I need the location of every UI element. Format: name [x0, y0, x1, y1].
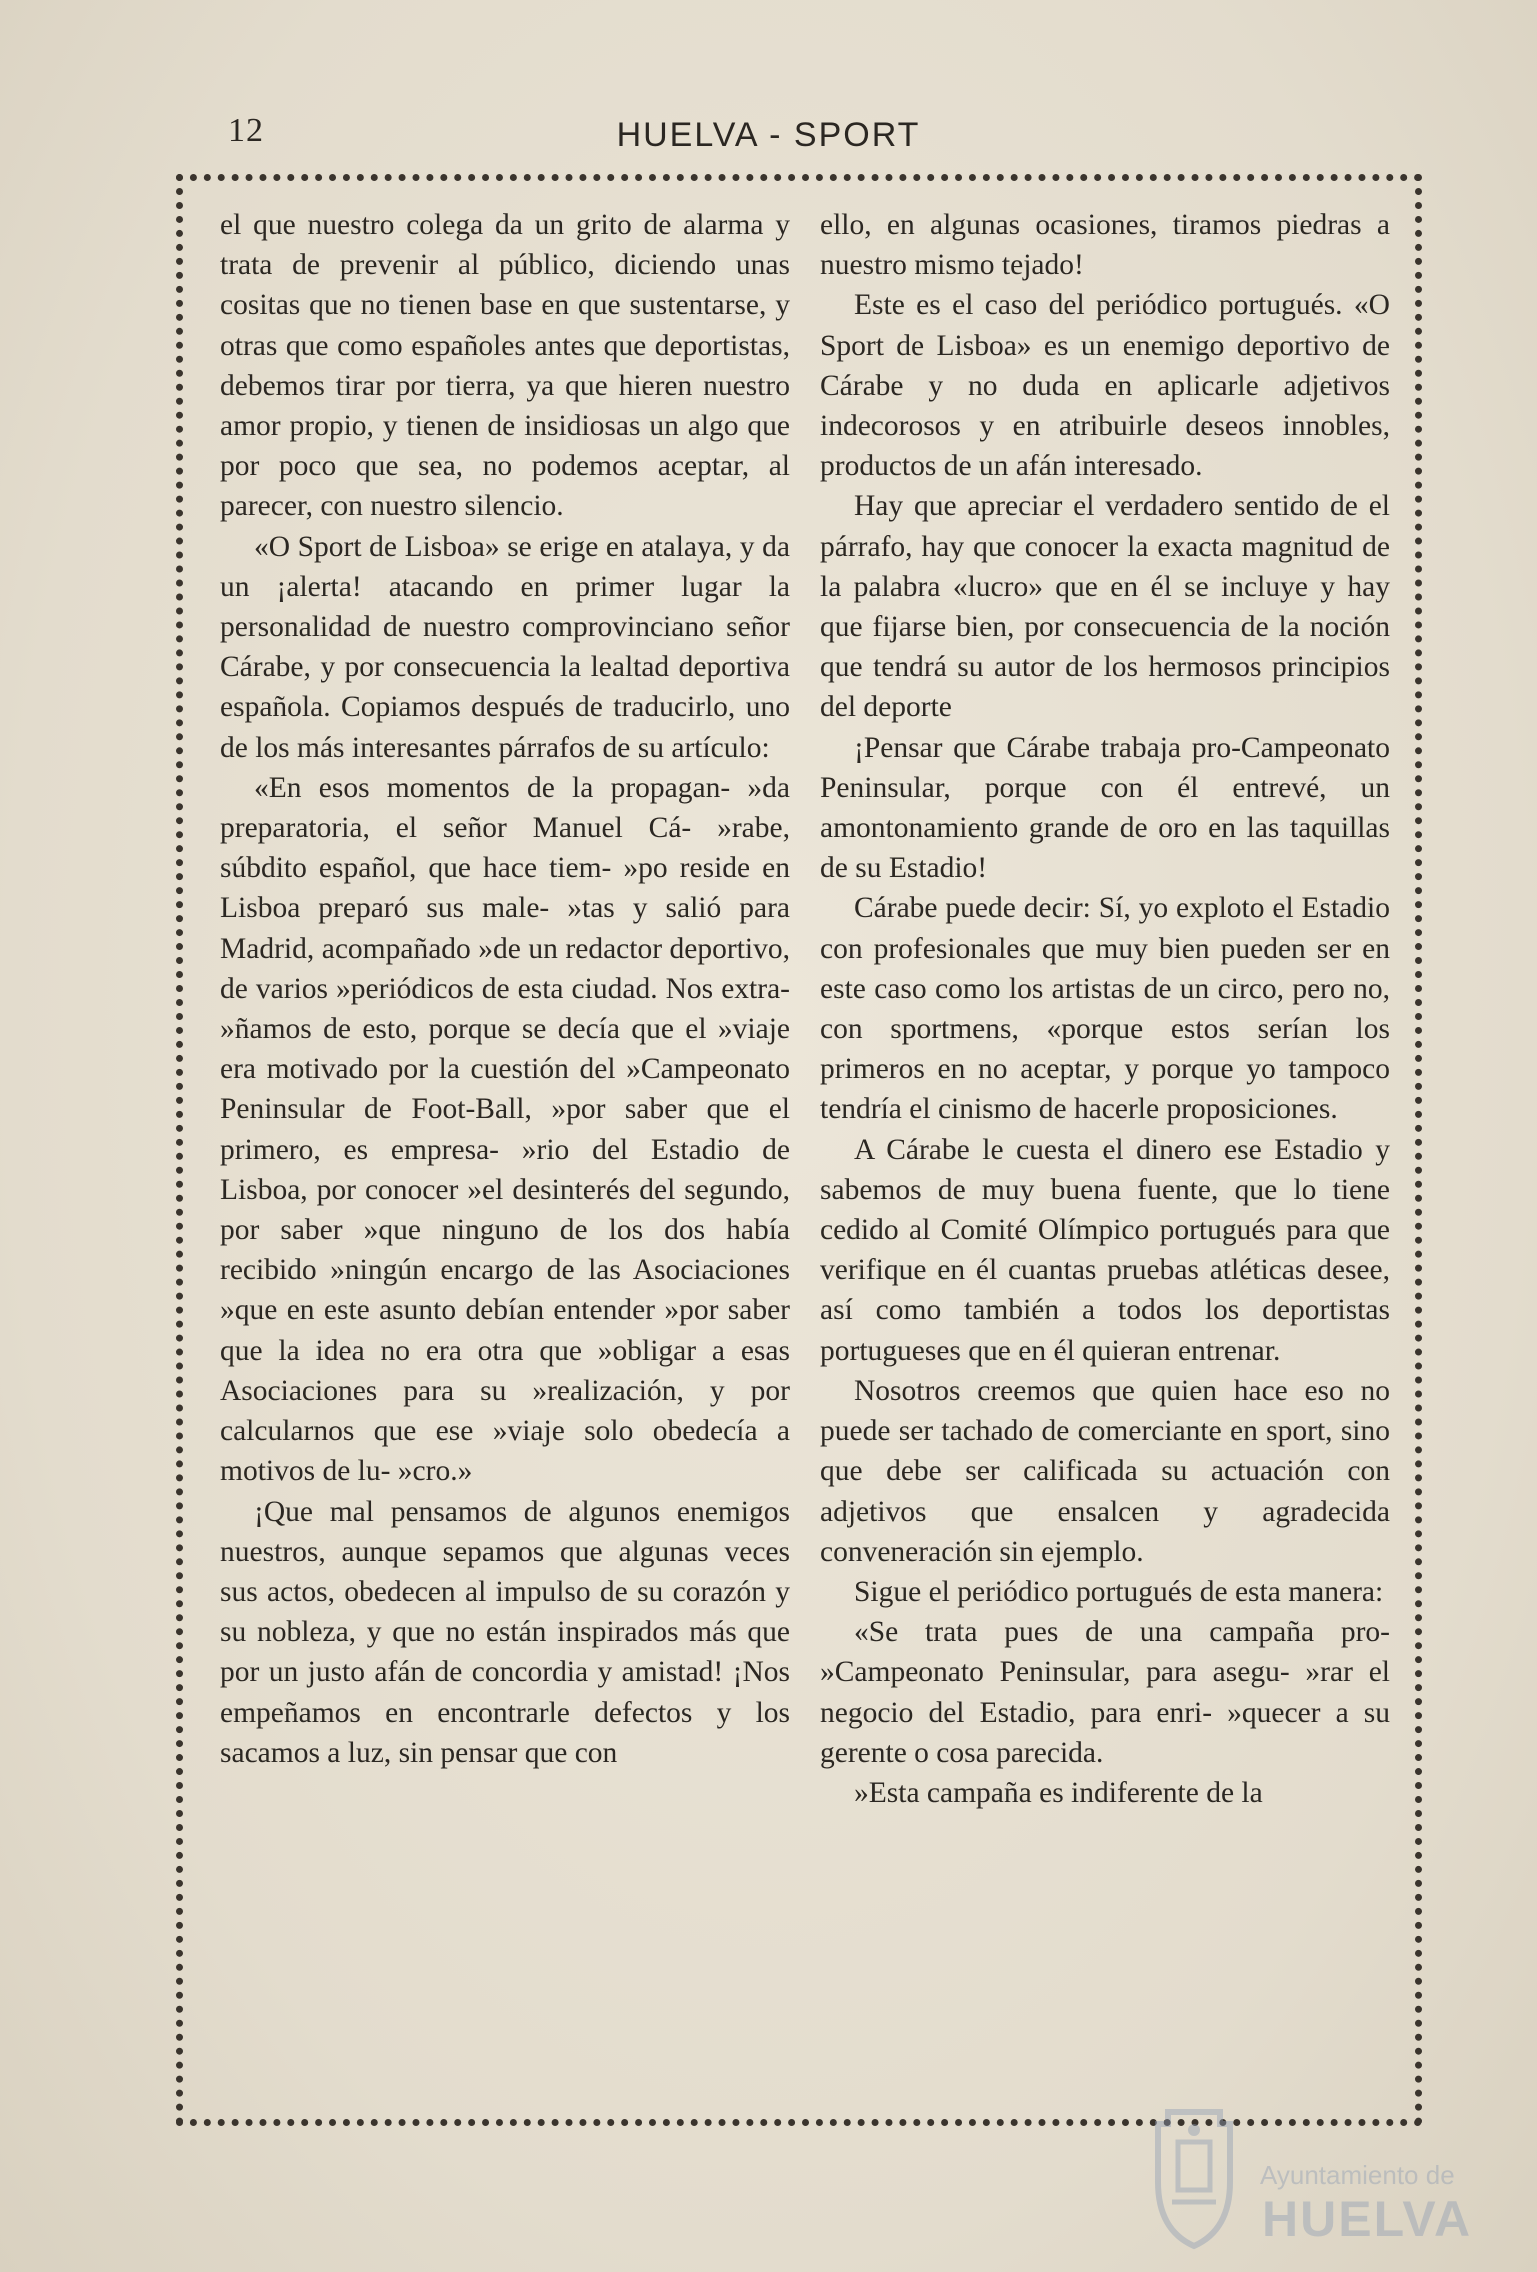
archive-watermark [1138, 2098, 1478, 2258]
paragraph: Hay que apreciar el verdadero sentido de el párrafo, hay que conocer la exacta magnitud de la palabra «lucro» que en él se incluye y hay que fijarse bien, por consecuencia de la noción que tendrá su autor de los hermosos principios del deporte [820, 490, 1390, 724]
watermark-line2: HUELVA [1262, 2191, 1473, 2247]
paragraph: A Cárabe le cuesta el dinero ese Estadio y sabemos de muy buena fuente, que lo tiene cedido al Comité Olímpico portugués para que verifique en él cuantas pruebas atléticas desee, así como también a todos los deportistas portugueses que en él quieran entrenar. [820, 1133, 1390, 1367]
coat-of-arms-icon [1138, 2102, 1250, 2252]
paragraph: ¡Que mal pensamos de algunos enemigos nuestros, aunque sepamos que algunas veces sus actos, obedecen al impulso de su corazón y su nobleza, y que no están inspirados más que por un justo afán de concordia y amistad! ¡Nos empeñamos en encontrarle defectos y los sacamos a luz, sin pensar que con [220, 1495, 790, 1769]
running-head: HUELVA - SPORT [616, 116, 921, 154]
quoted-paragraph: «En esos momentos de la propagan- »da preparatoria, el señor Manuel Cá- »rabe, súbdito español, que hace tiem- »po reside en Lisboa preparó sus male- »tas y salió para Madrid, acompañado »de un redactor deportivo, de varios »periódicos de esta ciudad. Nos extra- »ñamos de esto, porque se decía que el »viaje era motivado por la cuestión del »Campeonato Peninsular de Foot-Ball, »por saber que el primero, es empresa- »rio del Estadio de Lisboa, por conocer »el desinterés del segundo, por saber »que ninguno de los dos había recibido »ningún encargo de las Asociaciones »que en este asunto debían entender »por saber que la idea no era otra que »obligar a esas Asociaciones para su »realización, y por calcularnos que ese »viaje solo obedecía a motivos de lu- »cro.» [220, 771, 790, 1488]
paragraph: el que nuestro colega da un grito de alarma y trata de prevenir al público, diciendo unas cositas que no tienen base en que sustentarse, y otras que como españoles antes que deportistas, debemos tirar por tierra, ya que hieren nuestro amor propio, y tienen de insidiosas un algo que por poco que sea, no podemos aceptar, al parecer, con nuestro silencio. [220, 209, 790, 523]
paragraph: «O Sport de Lisboa» se erige en atalaya, y da un ¡alerta! atacando en primer lugar la personalidad de nuestro comprovinciano señor Cárabe, y por consecuencia la lealtad deportiva española. Copiamos después de traducirlo, uno de los más interesantes párrafos de su artículo: [220, 530, 790, 764]
watermark-line1: Ayuntamiento de [1260, 2160, 1455, 2190]
quoted-paragraph: «Se trata pues de una campaña pro- »Campeonato Peninsular, para asegu- »rar el negocio del Estadio, para enri- »quecer a su gerente o cosa parecida. [820, 1616, 1390, 1769]
left-column [220, 205, 790, 1773]
paragraph: Nosotros creemos que quien hace eso no puede ser tachado de comerciante en sport, sino que debe ser calificada su actuación con adjetivos que ensalcen y agradecida conveneración sin ejemplo. [820, 1374, 1390, 1568]
paragraph: Sigue el periódico portugués de esta manera: [854, 1575, 1384, 1608]
quoted-paragraph: »Esta campaña es indiferente de la [854, 1776, 1263, 1809]
right-column [820, 205, 1390, 1813]
paragraph: Este es el caso del periódico portugués. «O Sport de Lisboa» es un enemigo deportivo de Cárabe y no duda en aplicarle adjetivos indecorosos y en atribuirle deseos innobles, productos de un afán interesado. [820, 289, 1390, 483]
paragraph: Cárabe puede decir: Sí, yo exploto el Estadio con profesionales que muy bien pueden ser en este caso como los artistas de un circo, pero no, con sportmens, «porque estos serían los primeros en no aceptar, y porque yo tampoco tendría el cinismo de hacerle proposiciones. [820, 892, 1390, 1126]
paragraph: ¡Pensar que Cárabe trabaja pro-Campeonato Peninsular, porque con él entrevé, un amontonamiento grande de oro en las taquillas de su Estadio! [820, 731, 1390, 885]
page-number: 12 [228, 112, 264, 149]
paragraph: ello, en algunas ocasiones, tiramos piedras a nuestro mismo tejado! [820, 209, 1390, 282]
